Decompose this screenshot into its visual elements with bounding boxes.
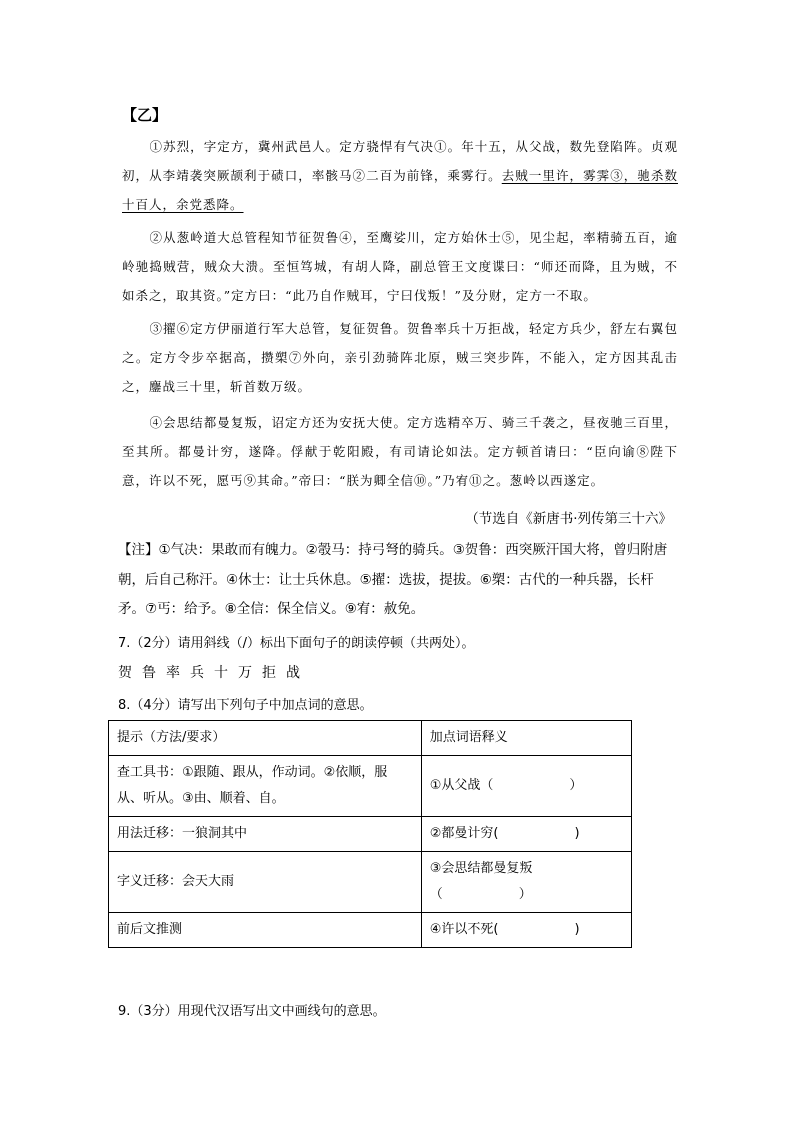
paragraph-3-text: ③擢⑥定方伊丽道行军大总管，复征贺鲁。贺鲁率兵十万拒战，轻定方兵少，舒左右翼包之。定方令步卒据高，攒槊⑦外向，亲引劲骑阵北原，贼三突步阵，不能入，定方因其乱击之，鏖战三十里，斩首数万级。 — [122, 321, 678, 394]
table-cell: 字义迁移：会天大雨 — [109, 852, 422, 913]
answer-cell[interactable] — [421, 852, 631, 913]
answer-cell[interactable] — [421, 913, 631, 948]
annotation-notes: 【注】①气决：果敢而有魄力。②彀马：持弓弩的骑兵。③贺鲁：西突厥汗国大将，曾归附唐朝，后自己称汗。④休士：让士兵休息。⑤擢：选拔，提拔。⑥槊：古代的一种兵器，长杆矛。⑦丐：给予。⑧全信：保全信义。⑨宥：赦免。 — [118, 542, 668, 617]
underlined-sentence: 去贼一里许，雾霁③，驰杀数十百人，余党悉降。 — [122, 168, 678, 212]
answer-cell[interactable] — [421, 756, 631, 817]
classical-paragraph-2 — [122, 223, 678, 310]
question-7-sentence: 贺鲁率兵十万拒战 — [118, 665, 310, 681]
classical-paragraph-4 — [122, 408, 678, 495]
table-row — [109, 852, 632, 913]
table-header-cell: 加点词语释义 — [421, 721, 631, 756]
hint-table — [108, 720, 632, 948]
question-8: 8.（4分）请写出下列句子中加点词的意思。 — [118, 698, 373, 713]
table-cell: 前后文推测 — [109, 913, 422, 948]
paragraph-1-text: ①苏烈，字定方，冀州武邑人。定方骁悍有气决①。年十五，从父战，数先登陷阵。贞观初，从李靖袭突厥颉利于碛口，率骸马②二百为前锋，乘雾行。 — [122, 139, 678, 183]
table-row — [109, 756, 632, 817]
table-header-row — [109, 721, 632, 756]
answer-prompt: ①从父战（ — [429, 778, 494, 793]
answer-close: ） — [518, 887, 532, 902]
table-cell: 用法迁移：一狼洞其中 — [109, 817, 422, 852]
question-7: 7.（2分）请用斜线（/）标出下面句子的朗读停顿（共两处）。 — [118, 636, 475, 651]
table-header-cell: 提示（方法/要求） — [109, 721, 422, 756]
classical-paragraph-3 — [122, 314, 678, 401]
answer-close: ) — [574, 922, 580, 937]
question-9: 9.（3分）用现代汉语写出文中画线句的意思。 — [118, 1004, 386, 1019]
source-citation: （节选自《新唐书·列传第三十六》 — [465, 511, 672, 527]
answer-cell[interactable] — [421, 817, 631, 852]
answer-prompt: ③会思结都曼复叛 — [429, 861, 533, 876]
answer-open: （ — [429, 887, 443, 902]
answer-close: ） — [569, 778, 583, 793]
answer-prompt: ②都曼计穷( — [429, 826, 499, 841]
paragraph-4-text: ④会思结都曼复叛，诏定方还为安抚大使。定方选精卒万、骑三千袭之，昼夜驰三百里，至其所。都曼计穷，遂降。俘献于乾阳殿，有司请论如法。定方顿首请曰：“臣向谕⑧陛下意，许以不死，愿丐⑨其命。”帝曰：“朕为卿全信⑩。”乃宥⑪之。葱岭以西遂定。 — [122, 415, 678, 488]
classical-paragraph-1 — [122, 132, 678, 219]
table-row — [109, 817, 632, 852]
answer-prompt: ④许以不死( — [429, 922, 499, 937]
answer-close: ) — [574, 826, 580, 841]
table-row — [109, 913, 632, 948]
paragraph-2-text: ②从葱岭道大总管程知节征贺鲁④，至鹰娑川，定方始休士⑤，见尘起，率精骑五百，逾岭驰捣贼营，贼众大溃。至恒笃城，有胡人降，副总管王文度谍曰：“师还而降，且为贼，不如杀之，取其资。”定方曰：“此乃自作贼耳，宁曰伐叛！”及分财，定方一不取。 — [122, 230, 678, 303]
table-cell: 查工具书：①跟随、跟从，作动词。②依顺，服从、听从。③由、顺着、自。 — [109, 756, 422, 817]
section-tag: 【乙】 — [122, 106, 168, 124]
